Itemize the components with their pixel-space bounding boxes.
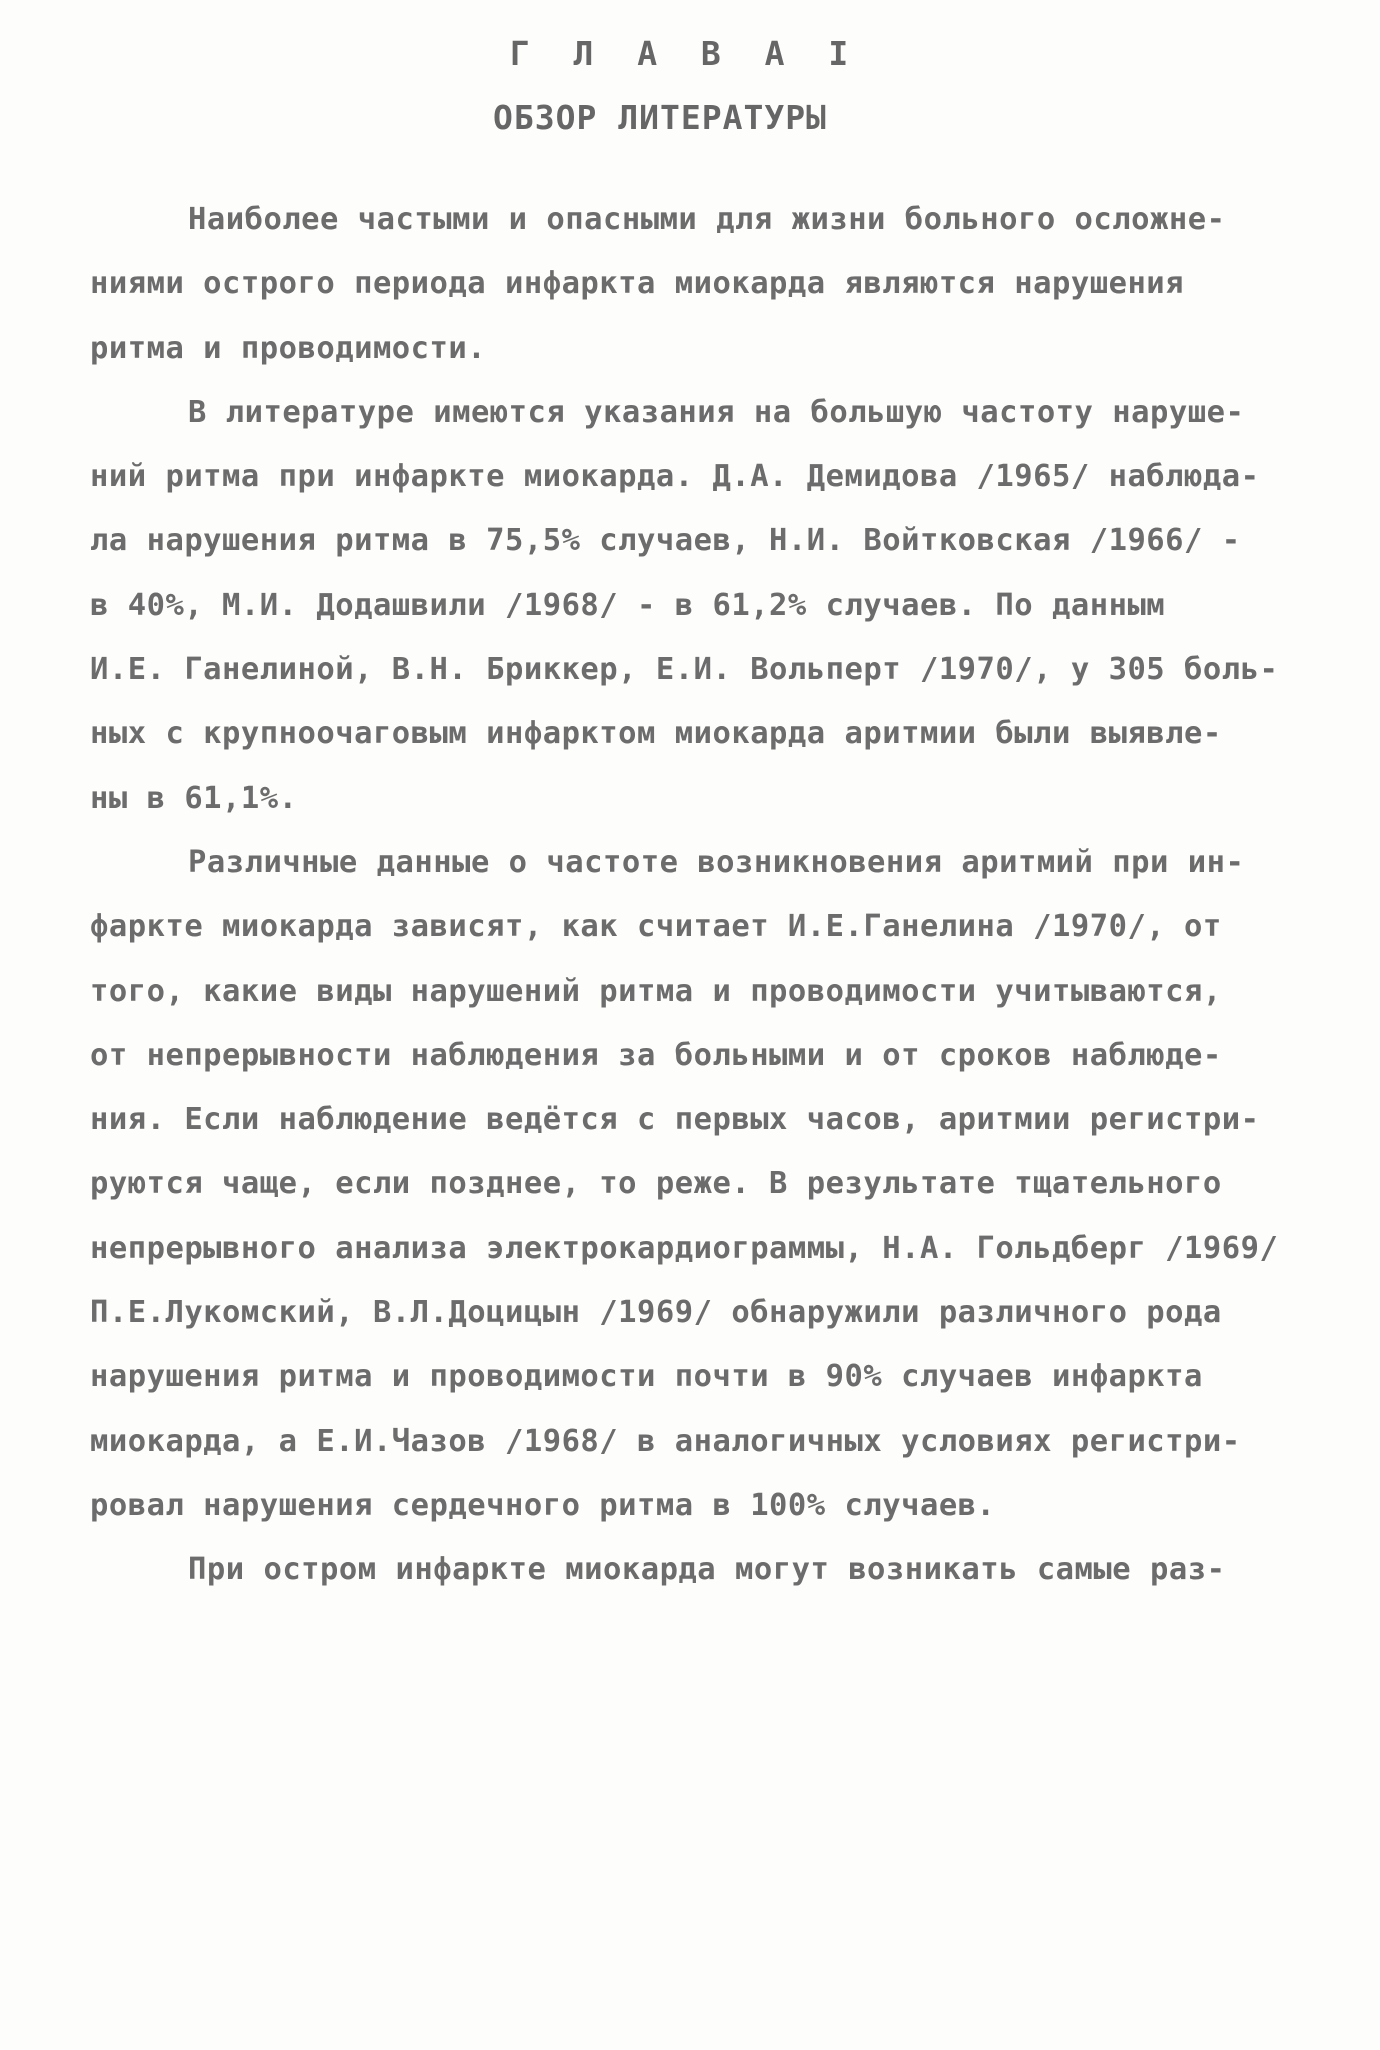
chapter-title: ОБЗОР ЛИТЕРАТУРЫ <box>493 98 827 137</box>
text-line: ровал нарушения сердечного ритма в 100% случаев. <box>90 1487 996 1523</box>
text-line: ния. Если наблюдение ведётся с первых часов, аритмии регистри- <box>90 1102 1260 1138</box>
chapter-label: Г Л А В А I <box>509 34 861 73</box>
text-line: в 40%, М.И. Додашвили /1968/ - в 61,2% случаев. По данным <box>90 587 1166 623</box>
text-line: ны в 61,1%. <box>90 780 298 816</box>
text-line: И.Е. Ганелиной, В.Н. Бриккер, Е.И. Вольперт /1970/, у 305 боль- <box>90 652 1279 688</box>
text-line: миокарда, а Е.И.Чазов /1968/ в аналогичных условиях регистри- <box>90 1423 1241 1459</box>
text-line: непрерывного анализа электрокардиограммы, Н.А. Гольдберг /1969/ <box>90 1230 1279 1266</box>
text-line: Различные данные о частоте возникновения аритмий при ин- <box>188 844 1245 880</box>
text-line: ниями острого периода инфаркта миокарда являются нарушения <box>90 266 1185 302</box>
text-line: ритма и проводимости. <box>90 330 487 366</box>
text-line: руются чаще, если позднее, то реже. В результате тщательного <box>90 1166 1222 1202</box>
text-line: ла нарушения ритма в 75,5% случаев, Н.И. Войтковская /1966/ - <box>90 523 1241 559</box>
text-line: При остром инфаркте миокарда могут возникать самые раз- <box>188 1552 1226 1588</box>
text-line: нарушения ритма и проводимости почти в 90% случаев инфаркта <box>90 1359 1203 1395</box>
text-line: В литературе имеются указания на большую частоту наруше- <box>188 394 1245 430</box>
text-line: фаркте миокарда зависят, как считает И.Е.Ганелина /1970/, от <box>90 909 1222 945</box>
text-line: того, какие виды нарушений ритма и проводимости учитываются, <box>90 973 1222 1009</box>
body-text <box>90 188 1340 1603</box>
text-line: от непрерывности наблюдения за больными и от сроков наблюде- <box>90 1037 1222 1073</box>
text-line: ний ритма при инфаркте миокарда. Д.А. Демидова /1965/ наблюда- <box>90 459 1260 495</box>
text-line: ных с крупноочаговым инфарктом миокарда аритмии были выявле- <box>90 716 1222 752</box>
text-line: Наиболее частыми и опасными для жизни больного осложне- <box>188 202 1226 237</box>
text-line: П.Е.Лукомский, В.Л.Доцицын /1969/ обнаружили различного рода <box>90 1295 1222 1331</box>
